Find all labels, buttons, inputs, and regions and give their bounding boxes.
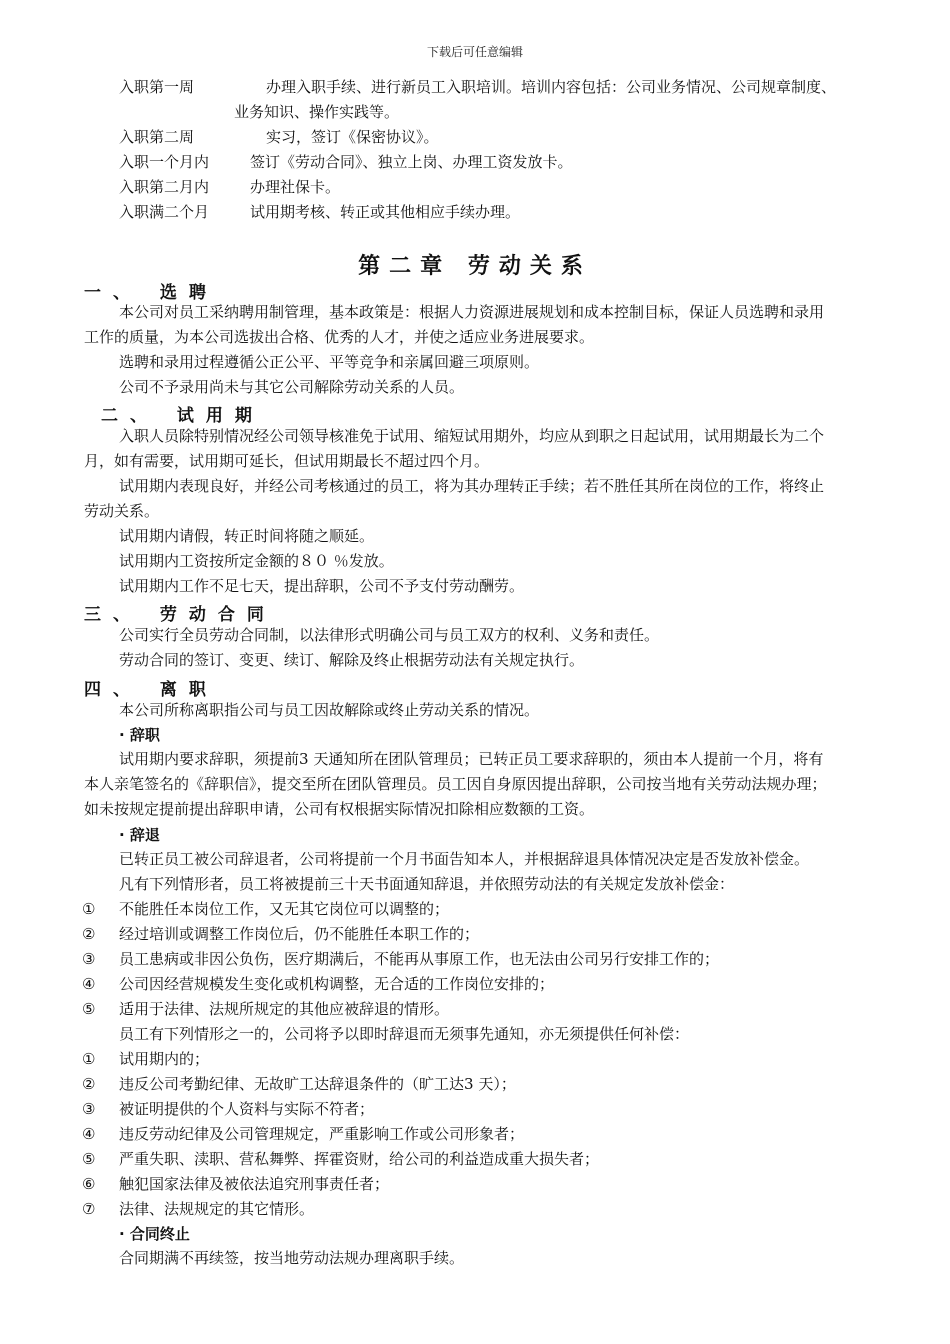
list-number: ② [82, 925, 96, 943]
paragraph: 本公司所称离职指公司与员工因故解除或终止劳动关系的情况。 [119, 701, 540, 719]
section-heading-selection: 一、 选聘 [84, 283, 218, 303]
list-number: ⑥ [82, 1175, 96, 1193]
section-heading-probation: 二、 试用期 [101, 406, 264, 426]
paragraph: 试用期内要求辞职，须提前3 天通知所在团队管理员；已转正员工要求辞职的，须由本人提前一个月，将有 [119, 750, 824, 768]
schedule-text: 签订《劳动合同》、独立上岗、办理工资发放卡。 [250, 153, 573, 171]
schedule-text: 办理入职手续、进行新员工入职培训。培训内容包括：公司业务情况、公司规章制度、 [266, 78, 837, 96]
list-text: 试用期内的； [119, 1050, 210, 1068]
list-number: ④ [82, 1125, 96, 1143]
paragraph: 本公司对员工采纳聘用制管理，基本政策是：根据人力资源进展规划和成本控制目标，保证人员选聘和录用 [119, 303, 825, 321]
paragraph: 试用期内请假，转正时间将随之顺延。 [119, 527, 375, 545]
paragraph: 合同期满不再续签，按当地劳动法规办理离职手续。 [119, 1249, 465, 1267]
schedule-label: 入职满二个月 [119, 203, 210, 221]
schedule-label: 入职第二周 [119, 128, 195, 146]
list-text: 违反劳动纪律及公司管理规定，严重影响工作或公司形象者； [119, 1125, 525, 1143]
subheading-contract-end: · 合同终止 [119, 1225, 190, 1243]
paragraph-cont: 劳动关系。 [84, 502, 160, 520]
list-number: ② [82, 1075, 96, 1093]
list-number: ⑤ [82, 1150, 96, 1168]
list-text: 员工患病或非因公负伤，医疗期满后，不能再从事原工作，也无法由公司另行安排工作的； [119, 950, 720, 968]
subheading-resign: · 辞职 [119, 726, 160, 744]
list-text: 违反公司考勤纪律、无故旷工达辞退条件的（旷工达3 天）； [119, 1075, 516, 1093]
subheading-dismiss: · 辞退 [119, 826, 160, 844]
schedule-text-cont: 业务知识、操作实践等。 [234, 103, 400, 121]
list-text: 法律、法规规定的其它情形。 [119, 1200, 315, 1218]
paragraph-cont: 如未按规定提前提出辞职申请，公司有权根据实际情况扣除相应数额的工资。 [84, 800, 595, 818]
chapter-title: 第二章 劳动关系 [358, 254, 592, 279]
schedule-label: 入职第一周 [119, 78, 195, 96]
list-text: 适用于法律、法规所规定的其他应被辞退的情形。 [119, 1000, 450, 1018]
paragraph: 凡有下列情形者，员工将被提前三十天书面通知辞退，并依照劳动法的有关规定发放补偿金： [119, 875, 735, 893]
list-text: 公司因经营规模发生变化或机构调整，无合适的工作岗位安排的； [119, 975, 555, 993]
list-number: ③ [82, 950, 96, 968]
list-number: ③ [82, 1100, 96, 1118]
list-text: 经过培训或调整工作岗位后，仍不能胜任本职工作的； [119, 925, 480, 943]
schedule-label: 入职一个月内 [119, 153, 210, 171]
paragraph-cont: 工作的质量，为本公司选拔出合格、优秀的人才，并使之适应业务进展要求。 [84, 328, 595, 346]
paragraph-cont: 本人亲笔签名的《辞职信》，提交至所在团队管理员。员工因自身原因提出辞职，公司按当地有关劳动法规办理； [84, 775, 827, 793]
list-number: ④ [82, 975, 96, 993]
paragraph: 公司不予录用尚未与其它公司解除劳动关系的人员。 [119, 378, 465, 396]
paragraph: 已转正员工被公司辞退者，公司将提前一个月书面告知本人，并根据辞退具体情况决定是否发放补偿金。 [119, 850, 810, 868]
list-text: 被证明提供的个人资料与实际不符者； [119, 1100, 375, 1118]
schedule-text: 办理社保卡。 [250, 178, 341, 196]
paragraph: 入职人员除特别情况经公司领导核准免于试用、缩短试用期外，均应从到职之日起试用，试用期最长为二个 [119, 427, 825, 445]
page-header: 下载后可任意编辑 [426, 45, 523, 59]
list-number: ⑦ [82, 1200, 96, 1218]
list-text: 严重失职、渎职、营私舞弊、挥霍资财，给公司的利益造成重大损失者； [119, 1150, 600, 1168]
list-text: 触犯国家法律及被依法追究刑事责任者； [119, 1175, 390, 1193]
schedule-text: 试用期考核、转正或其他相应手续办理。 [250, 203, 521, 221]
section-heading-resignation: 四、 离职 [84, 680, 218, 700]
list-number: ① [82, 900, 96, 918]
list-number: ① [82, 1050, 96, 1068]
paragraph: 试用期内工资按所定金额的８０ ％发放。 [119, 552, 394, 570]
paragraph: 员工有下列情形之一的，公司将予以即时辞退而无须事先通知，亦无须提供任何补偿： [119, 1025, 690, 1043]
paragraph: 劳动合同的签订、变更、续订、解除及终止根据劳动法有关规定执行。 [119, 651, 585, 669]
paragraph: 选聘和录用过程遵循公正公平、平等竞争和亲属回避三项原则。 [119, 353, 540, 371]
schedule-text: 实习，签订《保密协议》。 [266, 128, 439, 146]
paragraph: 试用期内工作不足七天，提出辞职，公司不予支付劳动酬劳。 [119, 577, 525, 595]
paragraph: 公司实行全员劳动合同制，以法律形式明确公司与员工双方的权利、义务和责任。 [119, 626, 660, 644]
paragraph: 试用期内表现良好，并经公司考核通过的员工，将为其办理转正手续；若不胜任其所在岗位的工作，将终止 [119, 477, 825, 495]
paragraph-cont: 月，如有需要，试用期可延长，但试用期最长不超过四个月。 [84, 452, 490, 470]
schedule-label: 入职第二月内 [119, 178, 210, 196]
section-heading-labor-contract: 三、 劳动合同 [84, 605, 276, 625]
list-number: ⑤ [82, 1000, 96, 1018]
list-text: 不能胜任本岗位工作，又无其它岗位可以调整的； [119, 900, 450, 918]
